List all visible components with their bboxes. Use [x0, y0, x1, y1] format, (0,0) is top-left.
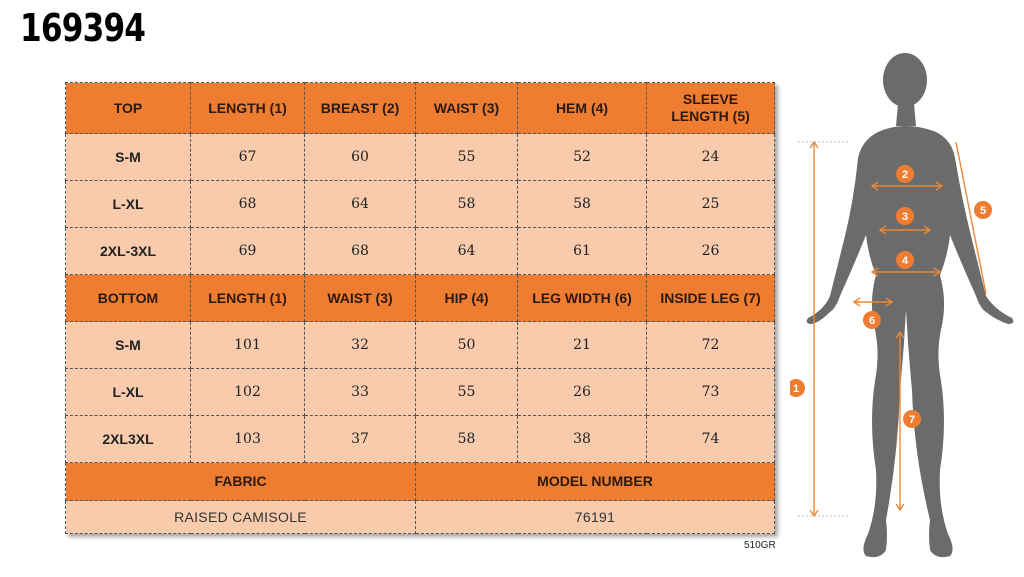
header-hip: HIP (4) [416, 275, 518, 322]
table-cell: 101 [191, 322, 305, 369]
body-measurement-figure [790, 50, 1024, 577]
table-cell: 64 [305, 181, 416, 228]
table-cell: 33 [305, 369, 416, 416]
marker-3: 3 [901, 211, 909, 223]
table-cell: 60 [305, 134, 416, 181]
table-cell: 69 [191, 228, 305, 275]
header-waist: WAIST (3) [416, 83, 518, 134]
table-cell: 26 [518, 369, 647, 416]
footer-code: 510GR [744, 540, 776, 551]
header-sleeve-line2: LENGTH (5) [671, 108, 750, 124]
model-number-value: 76191 [416, 501, 775, 534]
header-length: LENGTH (1) [191, 275, 305, 322]
table-cell: 26 [647, 228, 775, 275]
table-cell: 55 [416, 369, 518, 416]
table-cell: 72 [647, 322, 775, 369]
table-row [66, 181, 775, 228]
table-row [66, 369, 775, 416]
table-row [66, 228, 775, 275]
table-cell: 50 [416, 322, 518, 369]
size-label: 2XL-3XL [66, 228, 191, 275]
marker-4: 4 [901, 255, 909, 267]
product-code: 169394 [20, 6, 146, 50]
table-cell: 74 [647, 416, 775, 463]
bottom-header-row [66, 275, 775, 322]
table-cell: 58 [518, 181, 647, 228]
table-cell: 68 [191, 181, 305, 228]
header-breast: BREAST (2) [305, 83, 416, 134]
footer-header-row [66, 463, 775, 501]
table-row [66, 416, 775, 463]
table-cell: 103 [191, 416, 305, 463]
table-cell: 64 [416, 228, 518, 275]
table-cell: 37 [305, 416, 416, 463]
table-cell: 73 [647, 369, 775, 416]
header-sleeve-length [647, 83, 775, 134]
table-cell: 32 [305, 322, 416, 369]
table-cell: 102 [191, 369, 305, 416]
table-cell: 38 [518, 416, 647, 463]
fabric-label: FABRIC [66, 463, 416, 501]
header-top: TOP [66, 83, 191, 134]
header-leg-width: LEG WIDTH (6) [518, 275, 647, 322]
header-hem: HEM (4) [518, 83, 647, 134]
top-header-row [66, 83, 775, 134]
table-row [66, 322, 775, 369]
table-cell: 52 [518, 134, 647, 181]
table-cell: 55 [416, 134, 518, 181]
table-cell: 25 [647, 181, 775, 228]
header-length: LENGTH (1) [191, 83, 305, 134]
table-cell: 21 [518, 322, 647, 369]
marker-2: 2 [901, 169, 909, 181]
size-label: S-M [66, 322, 191, 369]
size-label: 2XL3XL [66, 416, 191, 463]
body-silhouette [807, 53, 1014, 557]
table-row [66, 134, 775, 181]
header-waist: WAIST (3) [305, 275, 416, 322]
table-cell: 58 [416, 416, 518, 463]
marker-1: 1 [792, 383, 800, 395]
header-sleeve-line1: SLEEVE [682, 91, 739, 107]
marker-5: 5 [979, 205, 987, 217]
size-label: S-M [66, 134, 191, 181]
header-bottom: BOTTOM [66, 275, 191, 322]
footer-value-row [66, 501, 775, 534]
table-cell: 68 [305, 228, 416, 275]
size-label: L-XL [66, 369, 191, 416]
table-cell: 67 [191, 134, 305, 181]
fabric-value: RAISED CAMISOLE [66, 501, 416, 534]
table-cell: 61 [518, 228, 647, 275]
size-chart-table [65, 82, 775, 534]
table-cell: 24 [647, 134, 775, 181]
marker-6: 6 [868, 315, 876, 327]
model-number-label: MODEL NUMBER [416, 463, 775, 501]
table-cell: 58 [416, 181, 518, 228]
size-label: L-XL [66, 181, 191, 228]
header-inside-leg: INSIDE LEG (7) [647, 275, 775, 322]
marker-7: 7 [908, 414, 916, 426]
